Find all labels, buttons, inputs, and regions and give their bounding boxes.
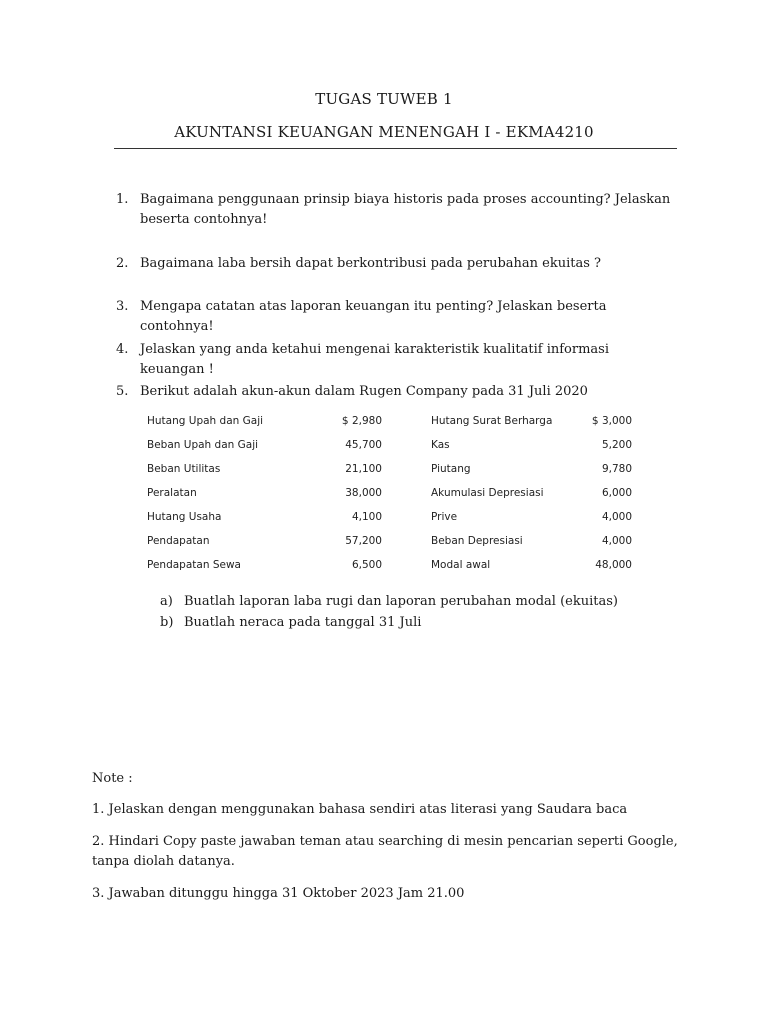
right-account-value: 5,200 (601, 439, 632, 451)
question-1 (116, 190, 676, 230)
left-account-value: 6,500 (351, 559, 382, 571)
question-5 (116, 382, 676, 402)
table-row (147, 531, 647, 555)
question-number: 1. (116, 192, 129, 207)
left-account-value: 21,100 (345, 463, 382, 475)
subtask-text: Buatlah neraca pada tanggal 31 Juli (184, 615, 422, 630)
table-row (147, 459, 647, 483)
left-account-name: Peralatan (147, 487, 197, 499)
note-item-3: 3. Jawaban ditunggu hingga 31 Oktober 2023 Jam 21.00 (92, 886, 465, 901)
subtask-b (160, 613, 680, 633)
left-account-name: Hutang Usaha (147, 511, 222, 523)
left-account-name: Pendapatan Sewa (147, 559, 241, 571)
right-account-name: Prive (431, 511, 458, 523)
right-account-name: Beban Depresiasi (431, 535, 523, 547)
note-item-2: 2. Hindari Copy paste jawaban teman atau searching di mesin pencarian seperti Google, tanpa diolah datanya. (92, 834, 678, 869)
question-text: Bagaimana penggunaan prinsip biaya historis pada proses accounting? Jelaskan beserta contohnya! (140, 192, 671, 227)
question-text: Mengapa catatan atas laporan keuangan itu penting? Jelaskan beserta contohnya! (140, 299, 607, 334)
question-3 (116, 297, 676, 337)
table-row (147, 435, 647, 459)
right-account-name: Hutang Surat Berharga (431, 415, 553, 427)
right-account-name: Piutang (431, 463, 471, 475)
right-account-value: 6,000 (601, 487, 632, 499)
question-text: Berikut adalah akun-akun dalam Rugen Company pada 31 Juli 2020 (140, 384, 588, 399)
subtask-text: Buatlah laporan laba rugi dan laporan perubahan modal (ekuitas) (184, 594, 618, 609)
question-number: 2. (116, 256, 129, 271)
subtask-a (160, 592, 680, 612)
right-account-value: $ 3,000 (591, 415, 632, 427)
left-account-value: 57,200 (345, 535, 382, 547)
right-account-name: Akumulasi Depresiasi (431, 487, 544, 499)
left-account-value: 4,100 (351, 511, 382, 523)
course-title: AKUNTANSI KEUANGAN MENENGAH I - EKMA4210 (174, 123, 594, 141)
subtask-label: a) (160, 594, 173, 609)
assignment-title: TUGAS TUWEB 1 (315, 90, 453, 108)
question-4 (116, 340, 676, 380)
left-account-value: 45,700 (345, 439, 382, 451)
left-account-value: 38,000 (345, 487, 382, 499)
question-text: Jelaskan yang anda ketahui mengenai karakteristik kualitatif informasi keuangan ! (140, 342, 609, 377)
note-item-1: 1. Jelaskan dengan menggunakan bahasa sendiri atas literasi yang Saudara baca (92, 802, 628, 817)
right-account-value: 9,780 (601, 463, 632, 475)
right-account-name: Modal awal (431, 559, 491, 571)
left-account-name: Beban Utilitas (147, 463, 221, 475)
right-account-value: 4,000 (601, 535, 632, 547)
right-account-value: 4,000 (601, 511, 632, 523)
table-row (147, 483, 647, 507)
question-number: 3. (116, 299, 129, 314)
question-2 (116, 254, 676, 274)
header-divider (114, 148, 677, 149)
accounts-table (147, 411, 647, 579)
table-row (147, 507, 647, 531)
question-text: Bagaimana laba bersih dapat berkontribusi pada perubahan ekuitas ? (140, 256, 602, 271)
table-row (147, 411, 647, 435)
table-row (147, 555, 647, 579)
left-account-value: $ 2,980 (341, 415, 382, 427)
question-number: 5. (116, 384, 129, 399)
right-account-value: 48,000 (595, 559, 632, 571)
question-number: 4. (116, 342, 129, 357)
left-account-name: Pendapatan (147, 535, 210, 547)
subtask-label: b) (160, 615, 174, 630)
right-account-name: Kas (431, 439, 450, 451)
left-account-name: Hutang Upah dan Gaji (147, 415, 264, 427)
note-heading: Note : (92, 771, 133, 786)
left-account-name: Beban Upah dan Gaji (147, 439, 259, 451)
